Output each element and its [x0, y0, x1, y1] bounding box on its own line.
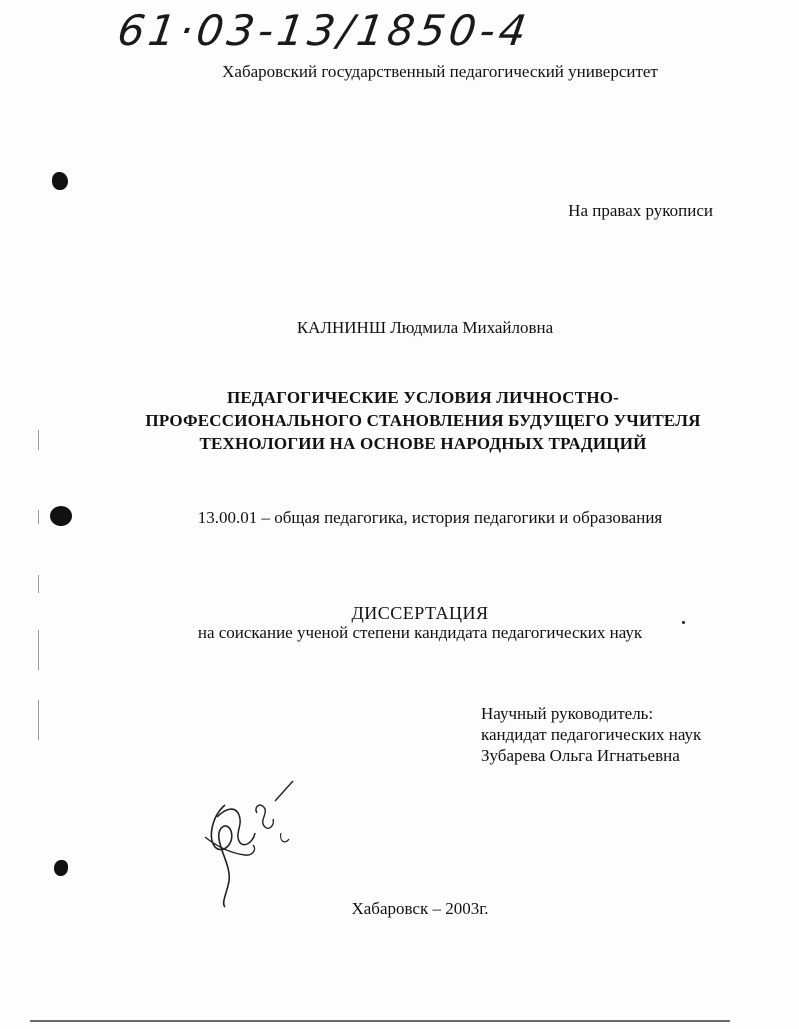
degree-purpose: на соискание ученой степени кандидата педагогических наук: [197, 623, 643, 642]
scan-edge-mark: [38, 575, 39, 593]
title-line: ПЕДАГОГИЧЕСКИЕ УСЛОВИЯ ЛИЧНОСТНО-: [226, 388, 620, 407]
title-line: ТЕХНОЛОГИИ НА ОСНОВЕ НАРОДНЫХ ТРАДИЦИЙ: [199, 434, 647, 453]
document-type: ДИССЕРТАЦИЯ: [351, 603, 489, 623]
scan-edge-mark: [38, 630, 39, 670]
dissertation-title: [100, 386, 746, 455]
punch-hole: [50, 506, 72, 526]
scan-edge-mark: [38, 700, 39, 740]
university-name: Хабаровский государственный педагогический университет: [222, 62, 658, 81]
punch-hole: [54, 860, 68, 876]
supervisor-degree: кандидат педагогических наук: [481, 725, 702, 744]
scan-speck: [682, 621, 685, 624]
scan-edge-mark: [38, 510, 39, 524]
supervisor-name: Зубарева Ольга Игнатьевна: [481, 746, 680, 765]
page-bottom-edge: [30, 1020, 730, 1022]
signature-icon: [195, 775, 305, 910]
supervisor-label: Научный руководитель:: [481, 704, 654, 723]
supervisor-block: [481, 703, 701, 766]
author-name: КАЛНИНШ Людмила Михайловна: [296, 318, 554, 337]
manuscript-rights-note: На правах рукописи: [568, 201, 713, 220]
specialty-code: 13.00.01 – общая педагогика, история педагогики и образования: [197, 508, 663, 527]
city-and-year: Хабаровск – 2003г.: [351, 899, 489, 918]
title-line: ПРОФЕССИОНАЛЬНОГО СТАНОВЛЕНИЯ БУДУЩЕГО УЧИТЕЛЯ: [145, 411, 701, 430]
handwritten-registry-number: 61·03-13/1850-4: [114, 6, 534, 55]
punch-hole: [52, 172, 68, 190]
scan-edge-mark: [38, 430, 39, 450]
